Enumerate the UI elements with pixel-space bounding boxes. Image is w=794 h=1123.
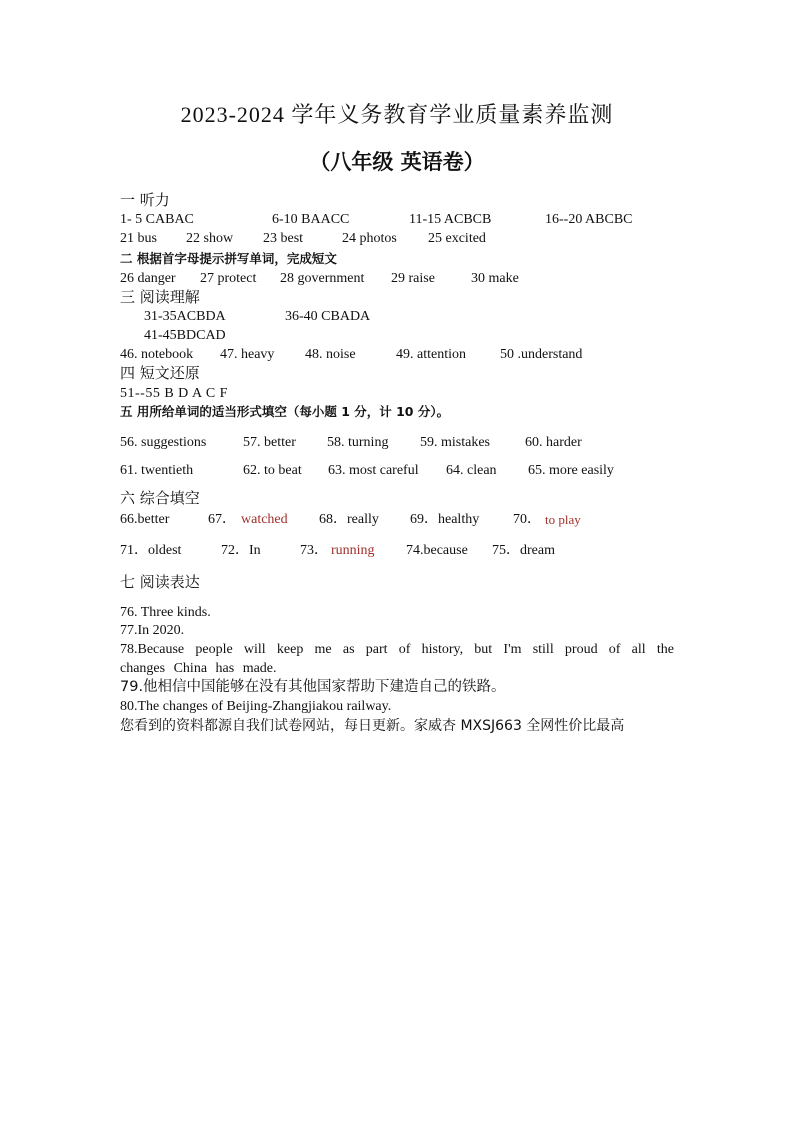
listening-answer: 24 photos bbox=[342, 231, 397, 246]
spelling-row bbox=[120, 270, 680, 288]
section-heading-listening: 一 听力 bbox=[120, 191, 170, 209]
fill-form-answer: 62. to beat bbox=[243, 463, 302, 478]
section-heading-fill-form: 五 用所给单词的适当形式填空（每小题 1 分，计 10 分）。 bbox=[120, 404, 450, 419]
expression-answer-77: 77.In 2020. bbox=[120, 623, 185, 638]
spelling-answer: 30 make bbox=[471, 271, 519, 286]
spelling-answer: 27 protect bbox=[200, 271, 257, 286]
reading-answer: 36-40 CBADA bbox=[285, 309, 371, 324]
fill-form-row-2 bbox=[120, 462, 680, 480]
fill-form-row-1 bbox=[120, 434, 680, 452]
fill-form-answer: 57. better bbox=[243, 435, 296, 450]
cloze-answer-highlight: to play bbox=[545, 512, 581, 527]
fill-form-answer: 63. most careful bbox=[328, 463, 419, 478]
fill-form-answer: 65. more easily bbox=[528, 463, 614, 478]
cloze-answer: 68．really bbox=[319, 512, 379, 527]
reading-answer: 31-35ACBDA bbox=[144, 309, 226, 324]
reading-answer: 46. notebook bbox=[120, 347, 194, 362]
restore-answer: 51--55 B D A C F bbox=[120, 386, 228, 401]
expression-answer-79: 79.他相信中国能够在没有其他国家帮助下建造自己的铁路。 bbox=[120, 679, 506, 695]
cloze-answer: 66.better bbox=[120, 512, 170, 527]
expression-answer-76: 76. Three kinds. bbox=[120, 605, 211, 620]
listening-answer: 16--20 ABCBC bbox=[545, 212, 633, 227]
cloze-number: 73． bbox=[300, 543, 328, 558]
fill-form-answer: 61. twentieth bbox=[120, 463, 194, 478]
reading-row-1 bbox=[120, 308, 680, 326]
reading-answer: 50 .understand bbox=[500, 347, 583, 362]
watermark-note: 您看到的资料都源自我们试卷网站，每日更新。家威杏 MXSJ663 全网性价比最高 bbox=[120, 718, 625, 734]
listening-answer: 23 best bbox=[263, 231, 304, 246]
spelling-answer: 29 raise bbox=[391, 271, 435, 286]
cloze-answer: 72．In bbox=[221, 543, 261, 558]
section-heading-spelling: 二 根据首字母提示拼写单词，完成短文 bbox=[120, 251, 337, 266]
reading-answer: 48. noise bbox=[305, 347, 356, 362]
cloze-answer-highlight: watched bbox=[241, 512, 288, 527]
fill-form-answer: 64. clean bbox=[446, 463, 497, 478]
reading-answer: 47. heavy bbox=[220, 347, 275, 362]
fill-form-answer: 59. mistakes bbox=[420, 435, 490, 450]
fill-form-answer: 58. turning bbox=[327, 435, 389, 450]
reading-answer: 49. attention bbox=[396, 347, 466, 362]
listening-answer: 22 show bbox=[186, 231, 234, 246]
cloze-row-1 bbox=[120, 511, 680, 529]
cloze-answer: 74.because bbox=[406, 543, 468, 558]
cloze-number: 67． bbox=[208, 512, 236, 527]
listening-row-1 bbox=[120, 211, 680, 229]
section-heading-reading: 三 阅读理解 bbox=[120, 288, 200, 306]
page-title: 2023-2024 学年义务教育学业质量素养监测 bbox=[180, 102, 614, 127]
fill-form-answer: 56. suggestions bbox=[120, 435, 207, 450]
section-heading-cloze: 六 综合填空 bbox=[120, 489, 200, 507]
page-subtitle: （八年级 英语卷） bbox=[309, 150, 485, 174]
spelling-answer: 28 government bbox=[280, 271, 365, 286]
cloze-row-2 bbox=[120, 542, 680, 560]
listening-row-2 bbox=[120, 230, 680, 248]
listening-answer: 6-10 BAACC bbox=[272, 212, 350, 227]
expression-answer-80: 80.The changes of Beijing-Zhangjiakou railway. bbox=[120, 699, 392, 714]
cloze-answer: 69．healthy bbox=[410, 512, 480, 527]
listening-answer: 11-15 ACBCB bbox=[409, 212, 492, 227]
reading-answer: 41-45BDCAD bbox=[144, 328, 226, 343]
listening-answer: 21 bus bbox=[120, 231, 157, 246]
cloze-answer: 71．oldest bbox=[120, 543, 182, 558]
cloze-answer-highlight: running bbox=[331, 543, 375, 558]
listening-answer: 25 excited bbox=[428, 231, 486, 246]
fill-form-answer: 60. harder bbox=[525, 435, 582, 450]
spelling-answer: 26 danger bbox=[120, 271, 176, 286]
reading-row-3 bbox=[120, 346, 680, 364]
section-heading-expression: 七 阅读表达 bbox=[120, 573, 200, 591]
cloze-number: 70． bbox=[513, 512, 541, 527]
section-heading-restore: 四 短文还原 bbox=[120, 364, 200, 382]
cloze-answer: 75．dream bbox=[492, 543, 555, 558]
listening-answer: 1- 5 CABAC bbox=[120, 212, 194, 227]
expression-answer-78: 78.Because people will keep me as part of history, but I'm still proud of all the changes China has made. bbox=[120, 642, 674, 676]
